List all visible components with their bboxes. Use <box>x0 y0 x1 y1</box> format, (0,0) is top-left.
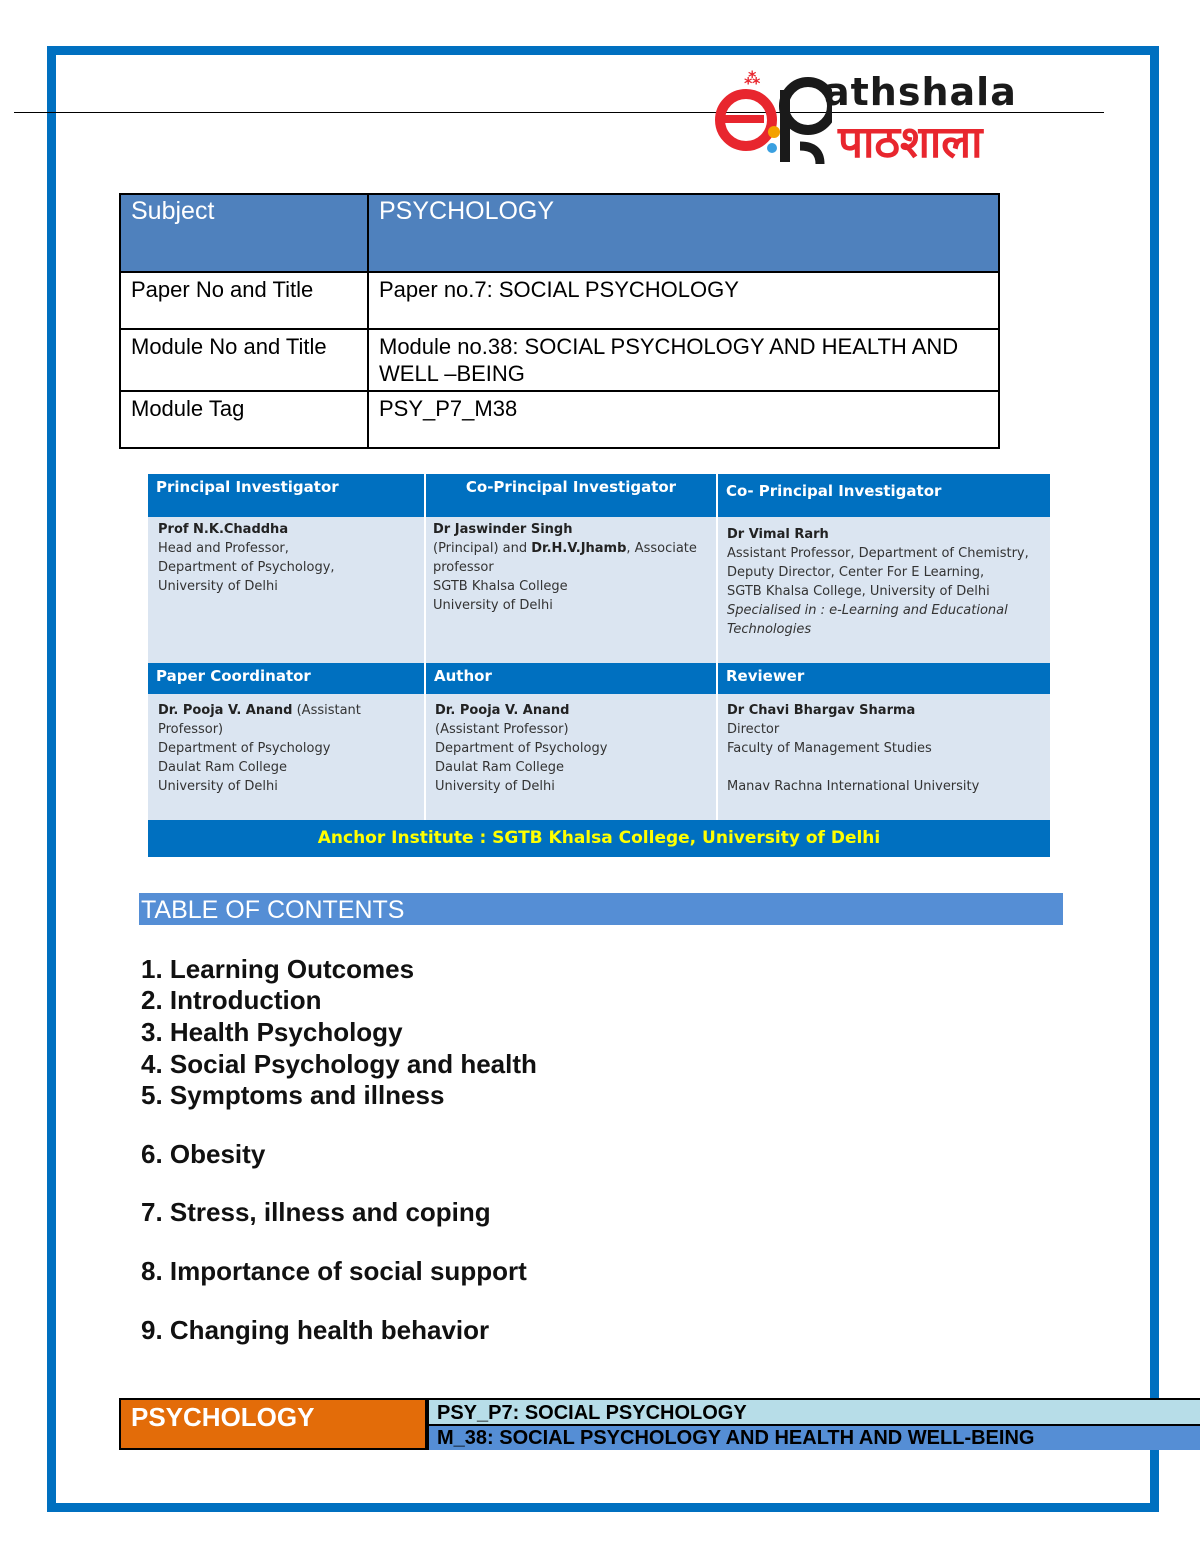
column-divider <box>716 474 718 820</box>
copi1-line: (Principal) and <box>433 541 532 556</box>
copi2-line: Deputy Director, Center For E Learning, <box>727 565 985 580</box>
copi2-specialised-text: Technologies <box>727 622 812 637</box>
info-value-paper: Paper no.7: SOCIAL PSYCHOLOGY <box>368 272 999 329</box>
info-value-subject: PSYCHOLOGY <box>368 194 999 272</box>
info-label-paper: Paper No and Title <box>120 272 368 329</box>
toc-item[interactable]: 1. Learning Outcomes <box>141 954 415 984</box>
author-details <box>435 701 715 796</box>
toc-item[interactable]: 3. Health Psychology <box>141 1017 403 1047</box>
coord-line: Professor) <box>158 722 224 737</box>
table-row <box>120 391 999 448</box>
table-row <box>120 194 999 272</box>
info-value-tag: PSY_P7_M38 <box>368 391 999 448</box>
reviewer-name: Dr Chavi Bhargav Sharma <box>727 703 916 718</box>
pi-line: University of Delhi <box>158 579 278 594</box>
author-line: Department of Psychology <box>435 741 608 756</box>
reviewer-university: Manav Rachna International University <box>727 779 980 794</box>
coord-line: Department of Psychology <box>158 741 331 756</box>
pi-details <box>158 520 420 596</box>
coord-name: Dr. Pooja V. Anand <box>158 703 293 718</box>
copi2-heading: Co- Principal Investigator <box>718 474 1050 517</box>
footer-details <box>427 1398 1200 1450</box>
reviewer-line: Faculty of Management Studies <box>727 741 932 756</box>
info-label-module: Module No and Title <box>120 329 368 391</box>
author-line: (Assistant Professor) <box>435 722 569 737</box>
copi1-line: SGTB Khalsa College <box>433 579 568 594</box>
coord-line: Daulat Ram College <box>158 760 288 775</box>
author-name: Dr. Pooja V. Anand <box>435 703 570 718</box>
module-info-table <box>119 193 1000 449</box>
footer-subject: PSYCHOLOGY <box>119 1398 427 1450</box>
toc-item[interactable]: 6. Obesity <box>141 1139 266 1169</box>
logo-wordmark: athshala <box>824 70 1017 114</box>
copi2-specialised: Specialised in : <box>727 603 830 618</box>
author-line: University of Delhi <box>435 779 555 794</box>
reviewer-details <box>727 701 1049 796</box>
footer-module: M_38: SOCIAL PSYCHOLOGY AND HEALTH AND WELL-BEING <box>429 1426 1200 1450</box>
coord-line: University of Delhi <box>158 779 278 794</box>
copi2-specialised-text: e-Learning and Educational <box>829 603 1008 618</box>
toc-item[interactable]: 5. Symptoms and illness <box>141 1080 445 1110</box>
copi1-name: Dr Jaswinder Singh <box>433 522 573 537</box>
toc-item[interactable]: 7. Stress, illness and coping <box>141 1197 491 1227</box>
team-panel <box>148 474 1050 857</box>
author-line: Daulat Ram College <box>435 760 565 775</box>
epathshala-logo <box>712 60 1072 175</box>
copi1-details <box>433 520 715 615</box>
toc-item[interactable]: 4. Social Psychology and health <box>141 1049 537 1079</box>
reviewer-heading: Reviewer <box>718 663 1050 694</box>
toc-item[interactable]: 9. Changing health behavior <box>141 1315 490 1345</box>
coord-heading: Paper Coordinator <box>148 663 424 694</box>
author-heading: Author <box>426 663 716 694</box>
toc-heading: TABLE OF CONTENTS <box>139 893 1063 925</box>
reviewer-line: Director <box>727 722 780 737</box>
svg-text:⁂: ⁂ <box>744 69 761 88</box>
pi-heading: Principal Investigator <box>148 474 424 517</box>
table-row <box>120 329 999 391</box>
coord-name-suffix: (Assistant <box>292 703 361 718</box>
copi1-line: University of Delhi <box>433 598 553 613</box>
column-divider <box>424 474 426 820</box>
logo-hindi-text: पाठशाला <box>838 117 983 168</box>
copi2-name: Dr Vimal Rarh <box>727 527 829 542</box>
info-value-module: Module no.38: SOCIAL PSYCHOLOGY AND HEALTH AND WELL –BEING <box>368 329 999 391</box>
toc-item[interactable]: 8. Importance of social support <box>141 1256 527 1286</box>
toc-item[interactable]: 2. Introduction <box>141 985 322 1015</box>
epathshala-logo-mark-icon <box>712 60 832 172</box>
info-label-subject: Subject <box>120 194 368 272</box>
copi2-line: SGTB Khalsa College, University of Delhi <box>727 584 990 599</box>
coord-details <box>158 701 420 796</box>
copi1-heading: Co-Principal Investigator <box>426 474 716 517</box>
pi-line: Head and Professor, <box>158 541 289 556</box>
info-label-tag: Module Tag <box>120 391 368 448</box>
pi-name: Prof N.K.Chaddha <box>158 522 289 537</box>
table-row <box>120 272 999 329</box>
anchor-institute-banner: Anchor Institute : SGTB Khalsa College, University of Delhi <box>148 820 1050 857</box>
footer-paper: PSY_P7: SOCIAL PSYCHOLOGY <box>429 1400 1200 1426</box>
copi1-line: professor <box>433 560 494 575</box>
copi1-line: , Associate <box>626 541 697 556</box>
copi2-line: Assistant Professor, Department of Chemistry, <box>727 546 1029 561</box>
copi2-details <box>727 525 1049 639</box>
copi1-coname: Dr.H.V.Jhamb <box>531 541 627 556</box>
pi-line: Department of Psychology, <box>158 560 335 575</box>
